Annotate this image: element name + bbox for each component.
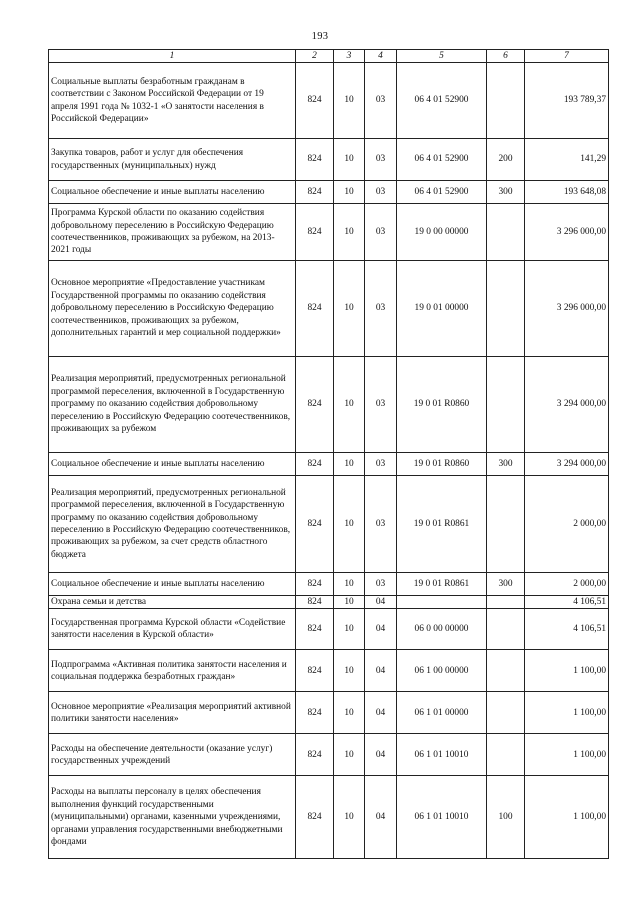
col-header-ved: 2 [296, 50, 334, 63]
cell-pr: 03 [365, 181, 397, 204]
table-row [49, 609, 609, 650]
cell-csr: 06 1 01 10010 [397, 734, 487, 776]
cell-vr: 300 [487, 181, 525, 204]
cell-vr [487, 261, 525, 357]
col-header-sum: 7 [525, 50, 609, 63]
table-row [49, 357, 609, 453]
cell-vr [487, 63, 525, 139]
cell-sum: 1 100,00 [525, 692, 609, 734]
cell-rz: 10 [334, 204, 365, 261]
table-row [49, 139, 609, 181]
cell-sum: 3 296 000,00 [525, 261, 609, 357]
cell-ved: 824 [296, 63, 334, 139]
cell-rz: 10 [334, 453, 365, 476]
cell-pr: 03 [365, 204, 397, 261]
cell-pr: 04 [365, 650, 397, 692]
cell-csr: 19 0 01 00000 [397, 261, 487, 357]
cell-name: Социальное обеспечение и иные выплаты населению [49, 453, 296, 476]
col-header-vr: 6 [487, 50, 525, 63]
cell-pr: 03 [365, 139, 397, 181]
cell-rz: 10 [334, 261, 365, 357]
cell-rz: 10 [334, 63, 365, 139]
cell-csr: 19 0 00 00000 [397, 204, 487, 261]
col-header-pr: 4 [365, 50, 397, 63]
cell-csr: 06 1 00 00000 [397, 650, 487, 692]
cell-sum: 2 000,00 [525, 476, 609, 573]
cell-rz: 10 [334, 181, 365, 204]
cell-sum: 4 106,51 [525, 609, 609, 650]
cell-name: Закупка товаров, работ и услуг для обеспечения государственных (муниципальных) нужд [49, 139, 296, 181]
cell-sum: 1 100,00 [525, 650, 609, 692]
cell-ved: 824 [296, 596, 334, 609]
cell-sum: 193 648,08 [525, 181, 609, 204]
cell-csr: 19 0 01 R0860 [397, 357, 487, 453]
cell-vr [487, 692, 525, 734]
cell-name: Охрана семьи и детства [49, 596, 296, 609]
cell-vr: 300 [487, 573, 525, 596]
cell-ved: 824 [296, 476, 334, 573]
cell-ved: 824 [296, 139, 334, 181]
cell-sum: 1 100,00 [525, 776, 609, 859]
cell-rz: 10 [334, 650, 365, 692]
cell-ved: 824 [296, 609, 334, 650]
table-row [49, 261, 609, 357]
cell-vr [487, 734, 525, 776]
cell-csr [397, 596, 487, 609]
table-row [49, 63, 609, 139]
cell-vr [487, 650, 525, 692]
cell-vr: 300 [487, 453, 525, 476]
table-row [49, 596, 609, 609]
cell-csr: 06 4 01 52900 [397, 63, 487, 139]
cell-sum: 193 789,37 [525, 63, 609, 139]
cell-rz: 10 [334, 573, 365, 596]
cell-name: Основное мероприятие «Реализация мероприятий активной политики занятости населения» [49, 692, 296, 734]
cell-pr: 04 [365, 692, 397, 734]
header-row [49, 50, 609, 63]
cell-vr [487, 596, 525, 609]
cell-ved: 824 [296, 692, 334, 734]
cell-csr: 06 0 00 00000 [397, 609, 487, 650]
cell-ved: 824 [296, 357, 334, 453]
cell-pr: 03 [365, 261, 397, 357]
cell-name: Расходы на выплаты персоналу в целях обеспечения выполнения функций государственными (муниципальными) органами, казенными учреждениями, органами управления государственными внебюджетными фондами [49, 776, 296, 859]
cell-pr: 03 [365, 573, 397, 596]
table-row [49, 573, 609, 596]
cell-csr: 06 1 01 10010 [397, 776, 487, 859]
cell-pr: 03 [365, 357, 397, 453]
cell-pr: 03 [365, 476, 397, 573]
budget-table [48, 49, 609, 859]
cell-sum: 2 000,00 [525, 573, 609, 596]
cell-name: Государственная программа Курской области «Содействие занятости населения в Курской области» [49, 609, 296, 650]
page-number: 193 [311, 31, 329, 42]
cell-name: Социальное обеспечение и иные выплаты населению [49, 573, 296, 596]
cell-rz: 10 [334, 692, 365, 734]
cell-name: Программа Курской области по оказанию содействия добровольному переселению в Российскую Федерацию соотечественников, проживающих за рубежом, на 2013-2021 годы [49, 204, 296, 261]
table-row [49, 181, 609, 204]
cell-csr: 06 4 01 52900 [397, 139, 487, 181]
cell-ved: 824 [296, 650, 334, 692]
table-row [49, 476, 609, 573]
cell-sum: 141,29 [525, 139, 609, 181]
cell-ved: 824 [296, 776, 334, 859]
cell-ved: 824 [296, 734, 334, 776]
table-row [49, 734, 609, 776]
cell-name: Основное мероприятие «Предоставление участникам Государственной программы по оказанию содействия добровольному переселению в Российскую Федерацию соотечественников, проживающих за рубежом, дополнительных гарантий и мер социальной поддержки» [49, 261, 296, 357]
cell-pr: 04 [365, 734, 397, 776]
col-header-csr: 5 [397, 50, 487, 63]
cell-rz: 10 [334, 476, 365, 573]
cell-rz: 10 [334, 139, 365, 181]
cell-name: Подпрограмма «Активная политика занятости населения и социальная поддержка безработных граждан» [49, 650, 296, 692]
cell-csr: 19 0 01 R0861 [397, 573, 487, 596]
cell-pr: 04 [365, 776, 397, 859]
cell-sum: 3 294 000,00 [525, 357, 609, 453]
cell-vr: 100 [487, 776, 525, 859]
cell-ved: 824 [296, 261, 334, 357]
cell-ved: 824 [296, 181, 334, 204]
table-row [49, 453, 609, 476]
cell-sum: 3 294 000,00 [525, 453, 609, 476]
cell-rz: 10 [334, 776, 365, 859]
cell-ved: 824 [296, 453, 334, 476]
cell-vr [487, 609, 525, 650]
cell-csr: 19 0 01 R0861 [397, 476, 487, 573]
cell-vr [487, 357, 525, 453]
cell-rz: 10 [334, 357, 365, 453]
cell-vr [487, 204, 525, 261]
cell-rz: 10 [334, 596, 365, 609]
table-row [49, 650, 609, 692]
cell-ved: 824 [296, 204, 334, 261]
cell-rz: 10 [334, 734, 365, 776]
cell-pr: 04 [365, 609, 397, 650]
cell-sum: 4 106,51 [525, 596, 609, 609]
cell-sum: 1 100,00 [525, 734, 609, 776]
cell-pr: 04 [365, 596, 397, 609]
cell-name: Реализация мероприятий, предусмотренных региональной программой переселения, включенной в Государственную программу по оказанию содействия добровольному переселению в Российскую Федерацию соотечественников, проживающих за рубежом [49, 357, 296, 453]
cell-rz: 10 [334, 609, 365, 650]
cell-vr [487, 476, 525, 573]
cell-pr: 03 [365, 63, 397, 139]
cell-csr: 06 1 01 00000 [397, 692, 487, 734]
table-row [49, 204, 609, 261]
cell-name: Реализация мероприятий, предусмотренных региональной программой переселения, включенной в Государственную программу по оказанию содействия добровольному переселению в Российскую Федерацию соотечественников, проживающих за рубежом, за счет средств областного бюджета [49, 476, 296, 573]
col-header-rz: 3 [334, 50, 365, 63]
cell-name: Расходы на обеспечение деятельности (оказание услуг) государственных учреждений [49, 734, 296, 776]
cell-pr: 03 [365, 453, 397, 476]
cell-name: Социальные выплаты безработным гражданам в соответствии с Законом Российской Федерации от 19 апреля 1991 года № 1032-1 «О занятости населения в Российской Федерации» [49, 63, 296, 139]
cell-ved: 824 [296, 573, 334, 596]
cell-vr: 200 [487, 139, 525, 181]
table-row [49, 776, 609, 859]
cell-sum: 3 296 000,00 [525, 204, 609, 261]
cell-csr: 06 4 01 52900 [397, 181, 487, 204]
col-header-name: 1 [49, 50, 296, 63]
cell-name: Социальное обеспечение и иные выплаты населению [49, 181, 296, 204]
cell-csr: 19 0 01 R0860 [397, 453, 487, 476]
table-row [49, 692, 609, 734]
